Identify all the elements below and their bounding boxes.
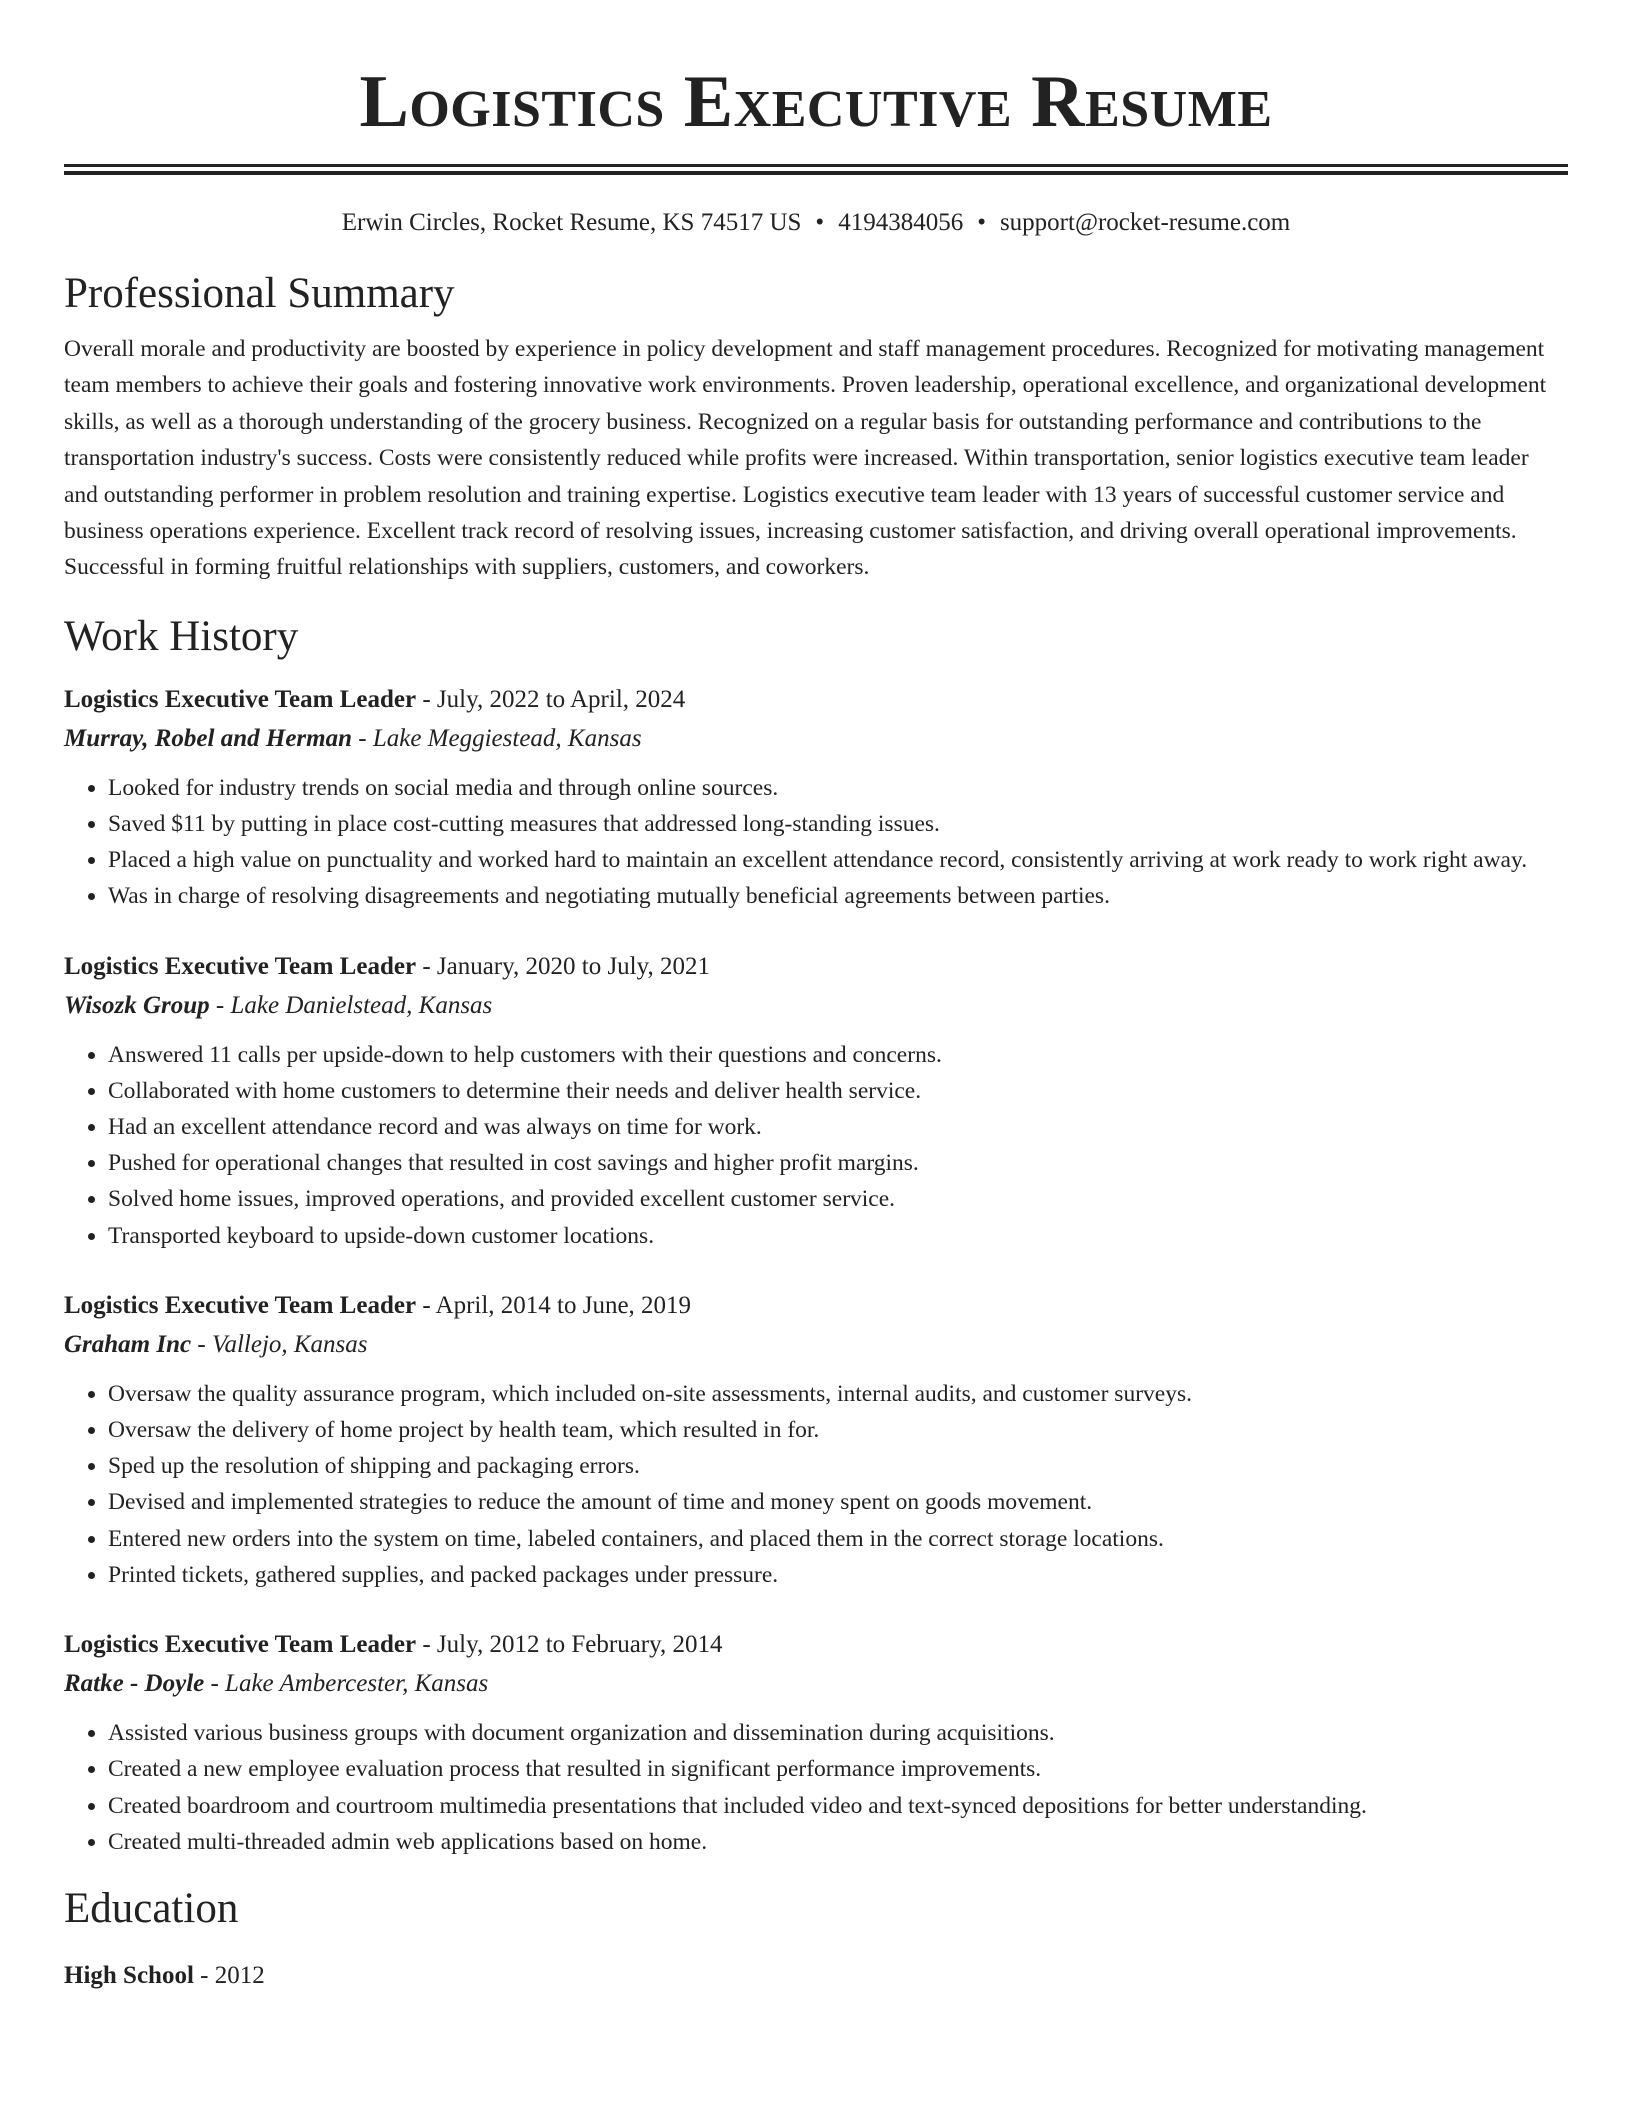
contact-phone: 4194384056	[838, 209, 964, 236]
contact-email: support@rocket-resume.com	[999, 209, 1291, 236]
job-title-line	[64, 947, 1568, 986]
job-title: Logistics Executive Team Leader	[64, 685, 417, 713]
job-bullet: • Sped up the resolution of shipping and packaging errors.	[108, 1448, 1568, 1484]
job-title: Logistics Executive Team Leader	[64, 952, 417, 980]
job-company-line	[64, 1664, 1568, 1703]
summary-heading: Professional Summary	[64, 270, 455, 317]
job-bullet: • Looked for industry trends on social media and through online sources.	[108, 770, 1568, 806]
job-bullet: • Oversaw the delivery of home project by health team, which resulted in for.	[108, 1412, 1568, 1448]
job-bullets	[64, 1376, 1568, 1593]
job-entry	[64, 680, 1568, 915]
job-company-line	[64, 719, 1568, 758]
job-bullet: • Placed a high value on punctuality and worked hard to maintain an excellent attendance record, consistently arriving at work ready to work right away.	[108, 842, 1568, 878]
job-company: Murray, Robel and Herman	[64, 724, 353, 752]
education-heading: Education	[64, 1884, 239, 1932]
job-dates: - January, 2020 to July, 2021	[416, 952, 711, 980]
contact-separator: •	[815, 209, 825, 236]
job-bullet: • Assisted various business groups with document organization and dissemination during acquisitions.	[108, 1715, 1568, 1751]
education-degree: High School	[64, 1961, 194, 1989]
job-title-line	[64, 1286, 1568, 1325]
job-company-line	[64, 986, 1568, 1025]
job-bullet: • Was in charge of resolving disagreements and negotiating mutually beneficial agreements between parties.	[108, 878, 1568, 914]
job-location: - Lake Danielstead, Kansas	[209, 991, 493, 1019]
resume-title: Logistics Executive Resume	[359, 61, 1273, 143]
job-dates: - July, 2022 to April, 2024	[416, 685, 686, 713]
job-title: Logistics Executive Team Leader	[64, 1631, 417, 1659]
summary-text: Overall morale and productivity are boosted by experience in policy development and staff management procedures. Recognized for motivating management team members to achieve their goals and fostering innovative work environments. Proven leadership, operational excellence, and organizational development skills, as well as a thorough understanding of the grocery business. Recognized on a regular basis for outstanding performance and contributions to the transportation industry's success. Costs were consistently reduced while profits were increased. Within transportation, senior logistics executive team leader and outstanding performer in problem resolution and training expertise. Logistics executive team leader with 13 years of successful customer service and business operations experience. Excellent track record of resolving issues, increasing customer satisfaction, and driving overall operational improvements. Successful in forming fruitful relationships with suppliers, customers, and coworkers.	[64, 336, 1547, 581]
job-location: - Lake Ambercester, Kansas	[204, 1670, 489, 1698]
job-bullets	[64, 1715, 1568, 1860]
job-bullet: • Devised and implemented strategies to reduce the amount of time and money spent on goods movement.	[108, 1484, 1568, 1520]
contact-line	[64, 207, 1568, 239]
job-dates: - April, 2014 to June, 2019	[416, 1291, 692, 1319]
job-entry	[64, 1625, 1568, 1860]
job-bullet: • Created boardroom and courtroom multimedia presentations that included video and text-synced depositions for better understanding.	[108, 1788, 1568, 1824]
job-company: Graham Inc	[64, 1330, 192, 1358]
job-bullet: • Solved home issues, improved operations, and provided excellent customer service.	[108, 1181, 1568, 1217]
job-bullets	[64, 1037, 1568, 1254]
job-title-line	[64, 680, 1568, 719]
job-bullet: • Saved $11 by putting in place cost-cutting measures that addressed long-standing issues.	[108, 806, 1568, 842]
job-dates: - July, 2012 to February, 2014	[416, 1631, 723, 1659]
contact-address: Erwin Circles, Rocket Resume, KS 74517 US	[341, 209, 802, 236]
job-bullet: • Pushed for operational changes that resulted in cost savings and higher profit margins.	[108, 1145, 1568, 1181]
job-bullet: • Oversaw the quality assurance program, which included on-site assessments, internal audits, and customer surveys.	[108, 1376, 1568, 1412]
job-entry	[64, 947, 1568, 1254]
job-company: Wisozk Group	[64, 991, 210, 1019]
title-divider	[64, 164, 1568, 175]
job-location: - Lake Meggiestead, Kansas	[352, 724, 642, 752]
job-company: Ratke - Doyle	[64, 1670, 205, 1698]
job-bullet: • Collaborated with home customers to determine their needs and deliver health service.	[108, 1073, 1568, 1109]
job-company-line	[64, 1325, 1568, 1364]
job-title-line	[64, 1625, 1568, 1664]
education-year: - 2012	[193, 1961, 265, 1989]
job-bullet: • Answered 11 calls per upside-down to help customers with their questions and concerns.	[108, 1037, 1568, 1073]
work-history-heading: Work History	[64, 612, 299, 660]
job-bullets	[64, 770, 1568, 915]
job-bullet: • Created a new employee evaluation process that resulted in significant performance improvements.	[108, 1751, 1568, 1787]
contact-separator: •	[977, 209, 986, 236]
education-entry	[64, 1956, 1568, 1995]
job-bullet: • Printed tickets, gathered supplies, and packed packages under pressure.	[108, 1557, 1568, 1593]
job-bullet: • Had an excellent attendance record and was always on time for work.	[108, 1109, 1568, 1145]
job-location: - Vallejo, Kansas	[191, 1330, 368, 1358]
job-bullet: • Transported keyboard to upside-down customer locations.	[108, 1218, 1568, 1254]
job-entry	[64, 1286, 1568, 1593]
job-bullet: • Created multi-threaded admin web applications based on home.	[108, 1824, 1568, 1860]
job-title: Logistics Executive Team Leader	[64, 1291, 417, 1319]
job-bullet: • Entered new orders into the system on time, labeled containers, and placed them in the correct storage locations.	[108, 1521, 1568, 1557]
